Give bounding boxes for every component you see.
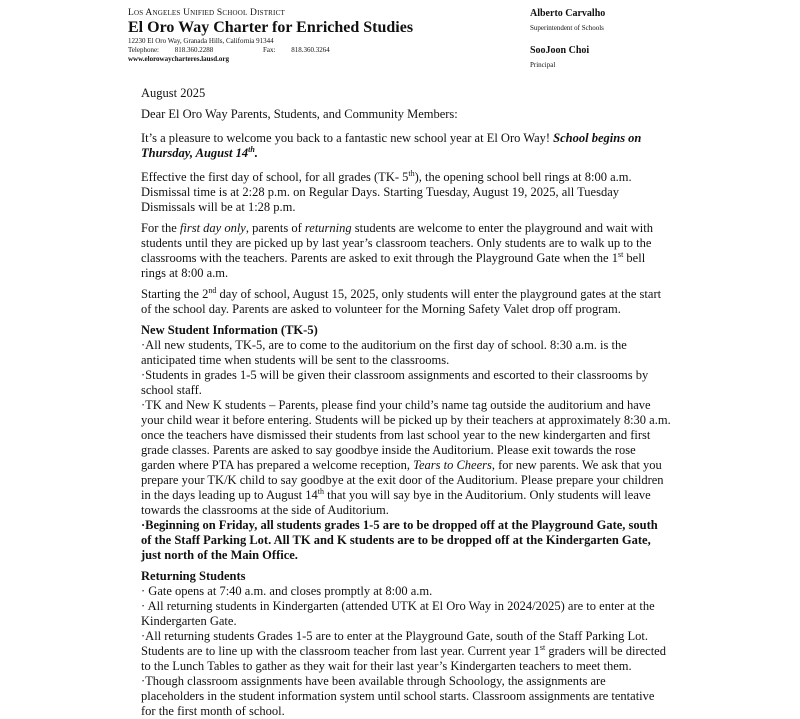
first-day-paragraph (141, 221, 671, 281)
bell-schedule-paragraph (141, 170, 671, 215)
greeting: Dear El Oro Way Parents, Students, and Community Members: (141, 107, 458, 121)
emphasis: Tears to Cheers (413, 458, 492, 472)
returning-students-heading: Returning Students (141, 569, 246, 583)
superscript: st (539, 642, 546, 652)
text: ·All returning students Grades 1-5 are to enter at the Playground Gate, south of the Staff Parking Lot. Students are to line up with the classroom teacher from last year. Current year 1 (141, 629, 648, 658)
text: graders will be directed to the Lunch Tables to gather as they wait for their last year’s Kindergarten teachers to meet them. (141, 644, 666, 673)
emphasis: returning (304, 221, 352, 235)
text: Effective the first day of school, for all grades (TK- 5 (141, 170, 409, 184)
new-students-item: ·All new students, TK-5, are to come to the auditorium on the first day of school. 8:30 a.m. is the anticipated time when students will be sent to the classrooms. (141, 338, 627, 367)
text: , parents of (245, 221, 305, 235)
welcome-paragraph (141, 131, 671, 161)
superscript: st (617, 249, 624, 259)
officials-block (530, 8, 690, 82)
returning-students-item: · Gate opens at 7:40 a.m. and closes promptly at 8:00 a.m. (141, 584, 433, 598)
superintendent-name: Alberto Carvalho (530, 8, 606, 19)
new-students-item: ·Students in grades 1-5 will be given their classroom assignments and escorted to their classrooms by school staff. (141, 368, 649, 397)
returning-students-item (141, 629, 671, 674)
school-address: 12230 El Oro Way, Granada Hills, California 91344 (128, 37, 274, 45)
letter-body (141, 86, 671, 719)
superscript: th (248, 144, 255, 154)
text: ·TK and New K students – Parents, please find your child’s name tag outside the auditorium and have your child wear it before entering. Students will be picked up by their teachers at approximately 8:30 a.m. once the teachers have dismissed their students from last school year to the new kindergarten and first grade classes. Parents are asked to say goodbye inside the Auditorium. Please exit towards the rose garden where PTA has prepared a welcome reception, (141, 398, 671, 472)
second-day-paragraph (141, 287, 671, 317)
text: day of school, August 15, 2025, only students will enter the playground gates at the start of the school day. Parents are asked to volunteer for the Morning Safety Valet drop off program. (141, 287, 662, 316)
start-date-text: School begins on Thursday, August 14 (141, 131, 642, 160)
text: For the (141, 221, 180, 235)
superintendent-title: Superintendent of Schools (530, 24, 604, 32)
punctuation: . (254, 146, 258, 160)
telephone-number: 818.360.2288 (174, 46, 214, 54)
district-name: Los Angeles Unified School District (128, 8, 285, 18)
text: Starting the 2 (141, 287, 209, 301)
text: bell rings at 8:00 a.m. (141, 251, 646, 280)
welcome-text: It’s a pleasure to welcome you back to a fantastic new school year at El Oro Way! (141, 131, 554, 145)
text: students are welcome to enter the playground and wait with students until they are picked up by last year’s classroom teachers. Only students are to walk up to the classrooms with the teachers. Parents are asked to exit through the Playground Gate when the 1 (141, 221, 653, 265)
letterhead (128, 8, 488, 64)
fax-number: 818.360.3264 (291, 46, 330, 54)
superscript: nd (208, 285, 217, 295)
superscript: th (408, 168, 415, 178)
text: that you will say bye in the Auditorium. Only students will leave towards the classrooms at the side of Auditorium. (141, 488, 651, 517)
principal-title: Principal (530, 61, 556, 69)
text: ), the opening school bell rings at 8:00 a.m. Dismissal time is at 2:28 p.m. on Regular Days. Starting Tuesday, August 19, 2025, all Tuesday Dismissals will be at 1:28 p.m. (141, 170, 632, 214)
letter-date: August 2025 (141, 86, 206, 100)
contact-line (128, 46, 488, 55)
school-website[interactable]: www.elorowaycharteres.lausd.org (128, 55, 230, 63)
new-students-item (141, 398, 671, 518)
new-students-item: ·Beginning on Friday, all students grades 1-5 are to be dropped off at the Playground Gate, south of the Staff Parking Lot. All TK and K students are to be dropped off at the Kindergarten Gate, just north of the Main Office. (141, 518, 658, 562)
school-name: El Oro Way Charter for Enriched Studies (128, 19, 414, 36)
text: , for new parents. We ask that you prepare your TK/K child to say goodbye at the exit door of the Auditorium. Please prepare your children in the days leading up to August 14 (141, 458, 664, 502)
emphasis: first day only (179, 221, 246, 235)
principal-name: SooJoon Choi (530, 45, 590, 56)
telephone-label: Telephone: (128, 46, 159, 54)
returning-students-item: · All returning students in Kindergarten (attended UTK at El Oro Way in 2024/2025) are to enter at the Kindergarten Gate. (141, 599, 655, 628)
new-students-heading: New Student Information (TK-5) (141, 323, 318, 337)
fax-label: Fax: (263, 46, 276, 54)
returning-students-item: ·Though classroom assignments have been available through Schoology, the assignments are placeholders in the student information system until school starts. Classroom assignments are tentative for the first month of school. (141, 674, 655, 718)
superscript: th (317, 486, 324, 496)
